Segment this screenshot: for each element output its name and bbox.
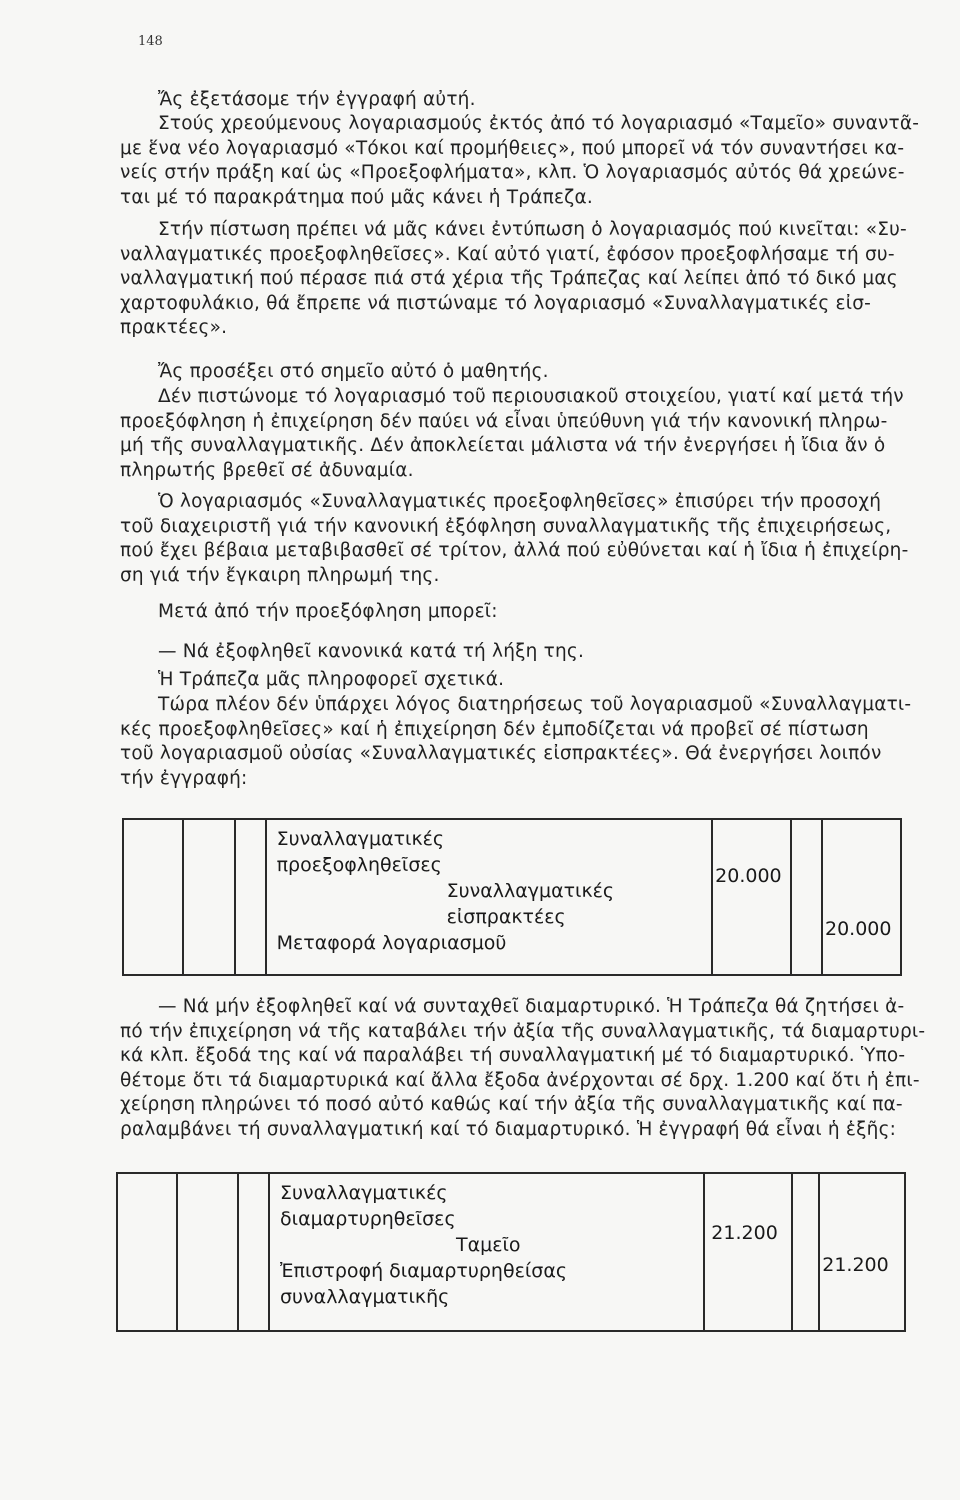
credit-account: Συναλλαγματικές εἰσπρακτέες [446, 880, 615, 928]
text-line: πρακτέες». [120, 317, 228, 338]
text-line: ται μέ τό παρακράτημα πού μᾶς κάνει ἡ Τράπεζα. [120, 186, 593, 208]
credit-amount-cell [819, 1173, 905, 1331]
spacer-column [792, 1173, 819, 1331]
text-line: — Νά ἐξοφληθεῖ κανονικά κατά τή λήξη της. [158, 641, 585, 662]
text-line: πό τήν ἐπιχείρηση νά τῆς καταβάλει τήν ἀξία τῆς συναλλαγματικῆς, τά διαμαρτυρι- [120, 1020, 926, 1042]
paragraph [120, 112, 940, 210]
paragraph [120, 600, 940, 625]
text-line: Μετά ἀπό τήν προεξόφληση μπορεῖ: [158, 601, 498, 622]
text-line: Ἄς προσέξει στό σημεῖο αὐτό ὁ μαθητής. [158, 361, 549, 382]
journal-entry-table [116, 1172, 906, 1332]
text-line: τήν ἐγγραφή: [120, 767, 248, 789]
date-column [117, 1173, 177, 1331]
text-line: — Νά μήν ἐξοφληθεῖ καί νά συνταχθεῖ διαμαρτυρικό. Ἡ Τράπεζα θά ζητήσει ἀ- [158, 996, 905, 1017]
date-column [123, 819, 183, 975]
folio-column [177, 1173, 237, 1331]
text-line: χαρτοφυλάκιο, θά ἔπρεπε νά πιστώναμε τό λογαριασμό «Συναλλαγματικές εἰσ- [120, 292, 871, 314]
text-line: ση γιά τήν ἔγκαιρη πληρωμή της. [120, 564, 440, 586]
paragraph [120, 640, 940, 665]
text-line: χείρηση πληρώνει τό ποσό αὐτό καθώς καί τήν ἀξία τῆς συναλλαγματικῆς καί πα- [120, 1094, 903, 1115]
text-line: Δέν πιστώνομε τό λογαριασμό τοῦ περιουσιακοῦ στοιχείου, γιατί καί μετά τήν [158, 386, 904, 407]
debit-account: Συναλλαγματικές προεξοφληθεῖσες [276, 828, 445, 876]
text-line: ναλλαγματικές προεξοφληθεῖσες». Καί αὐτό γιατί, ἐφόσον προεξοφλήσαμε τή συ- [120, 243, 895, 265]
text-line: με ἕνα νέο λογαριασμό «Τόκοι καί προμήθειες», πού μπορεῖ νά τόν συναντήσει κα- [120, 137, 905, 159]
text-line: κές προεξοφληθεῖσες» καί ἡ ἐπιχείρηση δέν ἐμποδίζεται νά προβεῖ σέ πίστωση [120, 718, 869, 740]
paragraph [120, 668, 940, 693]
paragraph [120, 385, 940, 483]
credit-amount: 20.000 [824, 918, 892, 940]
text-line: Ἄς ἐξετάσομε τήν ἐγγραφή αὐτή. [158, 89, 476, 110]
debit-amount: 20.000 [715, 865, 782, 887]
narration: Μεταφορά λογαριασμοῦ [276, 932, 507, 954]
narration: Ἐπιστροφή διαμαρτυρηθείσας συναλλαγματικῆς [280, 1260, 568, 1308]
journal-entry-table [122, 818, 902, 976]
text-line: κά κλπ. ἔξοδά της καί νά παραλάβει τή συναλλαγματική μέ τό διαμαρτυρικό. Ὑπο- [120, 1045, 906, 1066]
debit-account: Συναλλαγματικές διαμαρτυρηθεῖσες [280, 1182, 456, 1230]
text-line: Ὁ λογαριασμός «Συναλλαγματικές προεξοφληθεῖσες» ἐπισύρει τήν προσοχή [158, 491, 882, 512]
text-line: Τώρα πλέον δέν ὑπάρχει λόγος διατηρήσεως τοῦ λογαριασμοῦ «Συναλλαγματι- [158, 694, 912, 715]
paragraph [120, 693, 940, 791]
credit-amount: 21.200 [822, 1254, 889, 1276]
text-line: πού ἔχει βέβαια μεταβιβασθεῖ σέ τρίτον, ἀλλά πού εὐθύνεται καί ἡ ἴδια ἡ ἐπιχείρη- [120, 540, 909, 561]
text-line: θέτομε ὅτι τά διαμαρτυρικά καί ἄλλα ἔξοδα ἀνέρχονται σέ δρχ. 1.200 καί ὅτι ἡ ἐπι- [120, 1069, 920, 1091]
text-line: ναλλαγματική πού πέρασε πιά στά χέρια τῆς Τράπεζας καί λείπει ἀπό τό δικό μας [120, 268, 898, 289]
text-line: πληρωτής βρεθεῖ σέ ἀδυναμία. [120, 459, 414, 481]
paragraph [120, 490, 940, 588]
spacer-column [791, 819, 822, 975]
description-cell [266, 819, 713, 975]
description-cell [269, 1173, 704, 1331]
credit-account: Ταμεῖο [456, 1234, 521, 1256]
text-line: Στούς χρεούμενους λογαριασμούς ἐκτός ἀπό τό λογαριασμό «Ταμεῖο» συναντᾶ- [158, 113, 920, 134]
text-line: νείς στήν πράξη καί ὡς «Προεξοφλήματα», κλπ. Ὁ λογαριασμός αὐτός θά χρεώνε- [120, 162, 905, 183]
paragraph [120, 218, 940, 341]
paragraph [120, 88, 940, 113]
text-line: τοῦ διαχειριστῆ γιά τήν κανονική ἐξόφληση συναλλαγματικῆς τῆς ἐπιχειρήσεως, [120, 515, 892, 537]
text-line: μή τῆς συναλλαγματικῆς. Δέν ἀποκλείεται μάλιστα νά τήν ἐνεργήσει ἡ ἴδια ἄν ὁ [120, 435, 886, 456]
ref-column [235, 819, 266, 975]
paragraph [120, 995, 940, 1142]
text-line: Στήν πίστωση πρέπει νά μᾶς κάνει ἐντύπωση ὁ λογαριασμός πού κινεῖται: «Συ- [158, 219, 907, 240]
text-line: τοῦ λογαριασμοῦ οὐσίας «Συναλλαγματικές εἰσπρακτέες». Θά ἐνεργήσει λοιπόν [120, 743, 882, 764]
text-line: Ἡ Τράπεζα μᾶς πληροφορεῖ σχετικά. [158, 669, 505, 690]
debit-amount-cell [704, 1173, 792, 1331]
page-number: 148 [138, 34, 163, 49]
text-line: προεξόφληση ἡ ἐπιχείρηση δέν παύει νά εἶναι ὑπεύθυνη γιά τήν κανονική πληρω- [120, 410, 888, 432]
debit-amount: 21.200 [711, 1222, 778, 1244]
paragraph [120, 360, 940, 385]
ref-column [238, 1173, 269, 1331]
credit-amount-cell [822, 819, 901, 975]
debit-amount-cell [712, 819, 791, 975]
folio-column [183, 819, 235, 975]
text-line: ραλαμβάνει τή συναλλαγματική καί τό διαμαρτυρικό. Ἡ ἐγγραφή θά εἶναι ἡ ἑξῆς: [120, 1118, 897, 1140]
